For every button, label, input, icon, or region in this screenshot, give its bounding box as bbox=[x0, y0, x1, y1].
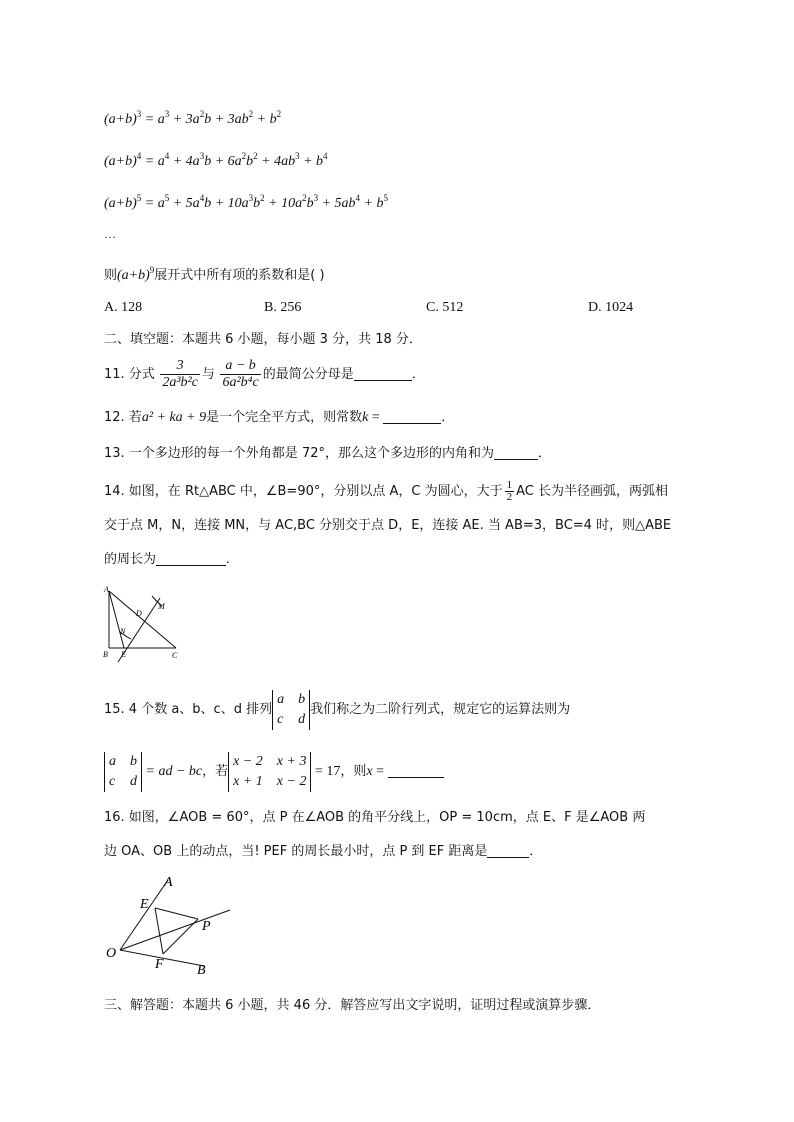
question-16-line-2: 边 OA、OB 上的动点，当! PEF 的周长最小时，点 P 到 EF 距离是 ． bbox=[104, 844, 543, 859]
label-e: E bbox=[121, 650, 126, 659]
determinant-equation: x − 2 x + 3 x + 1 x − 2 bbox=[228, 752, 311, 792]
ellipsis: … bbox=[104, 227, 116, 241]
segment-ep bbox=[155, 908, 198, 919]
label-d: D bbox=[136, 609, 142, 618]
label-o: O bbox=[106, 946, 117, 961]
label-p: P bbox=[202, 919, 211, 934]
question-10-stem: 则$(a+b)^9$展开式中所有项的系数和是( ) bbox=[104, 265, 325, 283]
expansion-fourth: $(a+b)^4 = a^4 + 4a^3b + 6a^2b^2 + 4ab^3 + b^4$ bbox=[104, 151, 328, 169]
answer-blank-11[interactable] bbox=[354, 366, 412, 381]
question-15-line-1: 15. 4 个数 a、b、c、d 排列 a b c d 我们称之为二阶行列式，规定它的运算法则为 bbox=[104, 688, 570, 732]
segment-ef bbox=[155, 908, 163, 954]
determinant-definition: a b c d bbox=[272, 690, 310, 730]
label-a: A bbox=[104, 585, 109, 594]
label-m: M bbox=[158, 602, 165, 611]
question-11: 11. 分式 $\frac{3}{\text{2a³b²c}}$ 与 $\frac{a - b}{\text{6a²b⁴c}}$ 的最简公分母是 ． bbox=[104, 358, 425, 391]
side-ac bbox=[109, 591, 176, 648]
answer-blank-14[interactable] bbox=[156, 551, 226, 566]
label-e: E bbox=[140, 897, 149, 912]
expansion-cube: $(a+b)^3 = a^3 + 3a^2b + 3ab^2 + b^2$ bbox=[104, 109, 282, 127]
label-b: B bbox=[103, 650, 108, 659]
option-c[interactable]: C. 512 bbox=[426, 300, 464, 315]
label-b: B bbox=[197, 963, 206, 978]
section-2-title: 二、填空题：本题共 6 小题，每小题 3 分，共 18 分． bbox=[104, 332, 422, 347]
question-12: 12. 若a² + ka + 9是一个完全平方式，则常数k = ． bbox=[104, 410, 455, 425]
question-13: 13. 一个多边形的每一个外角都是 72°，那么这个多边形的内角和为 ． bbox=[104, 446, 551, 461]
answer-blank-12[interactable] bbox=[383, 409, 441, 424]
expansion-fifth: $(a+b)^5 = a^5 + 5a^4b + 10a^3b^2 + 10a^2b^3 + 5ab^4 + b^5$ bbox=[104, 193, 388, 211]
answer-blank-16[interactable] bbox=[487, 843, 529, 858]
triangle-figure-14 bbox=[100, 582, 186, 664]
segment-ae bbox=[109, 591, 124, 648]
question-15-line-2: a b c d = ad − bc，若 x − 2 x + 3 x + 1 x − 2 = 17，则x = bbox=[104, 750, 444, 794]
angle-figure-16 bbox=[100, 870, 236, 980]
fraction-1: $\frac{3}{\text{2a³b²c}}$ bbox=[162, 358, 198, 391]
label-a: A bbox=[164, 875, 173, 890]
option-b[interactable]: B. 256 bbox=[264, 300, 302, 315]
answer-blank-13[interactable] bbox=[494, 445, 538, 460]
fraction-2: $\frac{a - b}{\text{6a²b⁴c}}$ bbox=[222, 358, 259, 391]
label-n: N bbox=[120, 627, 126, 636]
question-16-line-1: 16. 如图，∠AOB = 60°，点 P 在∠AOB 的角平分线上，OP = 10cm，点 E、F 是∠AOB 两 bbox=[104, 810, 646, 825]
segment-pf bbox=[163, 919, 198, 954]
question-14-line-3: 的周长为 . bbox=[104, 552, 230, 567]
question-14-line-1: 14. 如图，在 Rt△ABC 中，∠B=90°，分别以点 A，C 为圆心，大于 $\frac{1}{2}$ AC 长为半径画弧，两弧相 bbox=[104, 479, 668, 504]
answer-blank-15[interactable] bbox=[388, 763, 444, 778]
label-f: F bbox=[155, 957, 164, 972]
angle-bisector bbox=[120, 910, 230, 950]
option-a[interactable]: A. 128 bbox=[104, 300, 143, 315]
option-d[interactable]: D. 1024 bbox=[588, 300, 634, 315]
question-14-line-2: 交于点 M，N，连接 MN，与 AC,BC 分别交于点 D，E，连接 AE. 当 AB=3，BC=4 时，则△ABE bbox=[104, 518, 672, 533]
one-half: $\frac{1}{2}$ bbox=[506, 479, 513, 504]
determinant-rule: a b c d bbox=[104, 752, 142, 792]
label-c: C bbox=[172, 651, 178, 660]
section-3-title: 三、解答题：本题共 6 小题，共 46 分．解答应写出文字说明，证明过程或演算步骤． bbox=[104, 998, 601, 1013]
